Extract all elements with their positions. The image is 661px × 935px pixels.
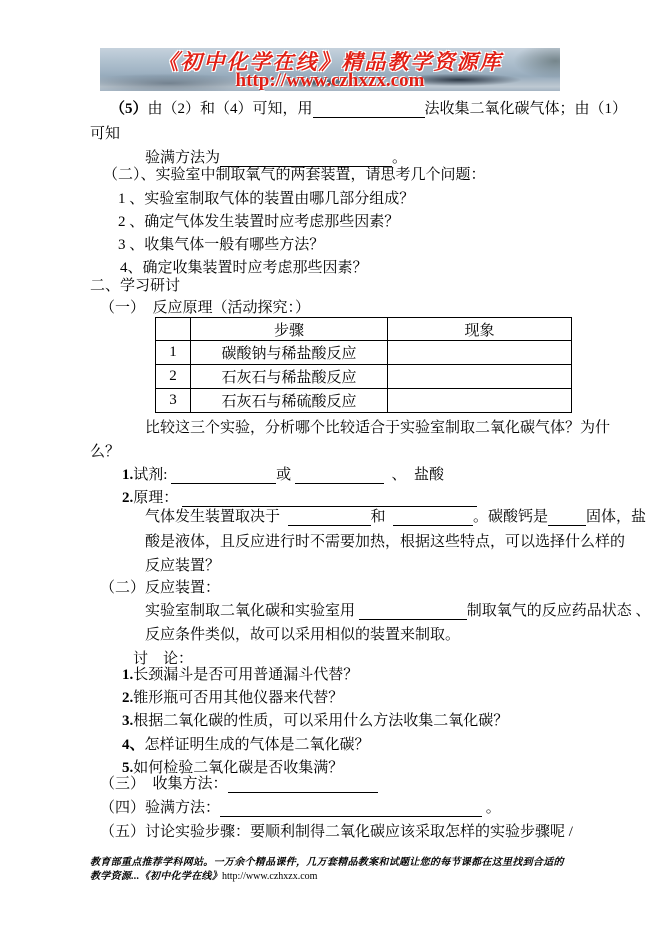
blank-principle: [182, 493, 477, 507]
line-compare-1: [145, 419, 610, 437]
blank-full-answer: [220, 803, 482, 817]
collect-head-text: （三） 收集方法：: [100, 776, 228, 792]
discussion-3-text: 根据二氧化碳的性质，可以采用什么方法收集二氧化碳？: [133, 713, 509, 729]
blank-check-method: [220, 153, 392, 167]
principle-label: 原理：: [133, 490, 183, 506]
device-head-text: （二）反应装置：: [100, 580, 221, 596]
compare-text-1: 比较这三个实验，分析哪个比较适合于实验室制取二氧化碳气体？为什: [145, 420, 611, 436]
line-sec2-item1: [118, 190, 414, 208]
discussion-5-text: 如何检验二氧化碳是否收集满？: [133, 760, 344, 776]
principle-number: 2.: [122, 490, 134, 506]
line-study-head: [90, 277, 180, 295]
line-sec2-item2: [118, 213, 399, 231]
banner-url: http://www.czhxzx.com: [235, 70, 425, 91]
principle-head-text: （一） 反应原理（活动探究：）: [100, 300, 311, 316]
line-sec2-item4: [120, 259, 368, 277]
line-principle-head: [100, 299, 310, 317]
line-device-1: [145, 602, 651, 620]
q5-cont-text: 可知: [90, 126, 121, 142]
line-q5-cont: [90, 125, 120, 143]
blank-collect-method: [313, 104, 425, 118]
sec2-item1-text: 1 、实验室制取气体的装置由哪几部分组成？: [118, 191, 415, 207]
line-q5-check: [145, 149, 407, 167]
sec2-head-text: （二）、实验室中制取氧气的两套装置，请思考几个问题：: [103, 167, 486, 183]
table-cell-observation: [388, 365, 572, 389]
reagent-or: 或: [276, 467, 295, 483]
q5-lead: 由（2）和（4）可知，用: [147, 101, 313, 117]
footer-line-2: [90, 870, 317, 884]
table-cell-step: 石灰石与稀盐酸反应: [191, 365, 388, 389]
discuss-head-text: 讨 论：: [133, 651, 194, 667]
blank-reagent-1: [171, 470, 276, 484]
generator-tail: 固体，盐: [586, 509, 647, 525]
reagent-number: 1.: [122, 467, 134, 483]
blank-collect-answer: [228, 779, 378, 793]
footer-text-1: 教育部重点推荐学科网站。一万余个精品课件，几万套精品教案和试题让您的每节课都在这里找到合适的: [90, 857, 564, 868]
q5-tail: 法收集二氧化碳气体；由（1）: [424, 101, 628, 117]
table-cell-num: 1: [156, 341, 191, 365]
line-full-check: [100, 799, 501, 817]
line-device-head: [100, 579, 220, 597]
line-generator-1: [145, 508, 646, 526]
sec2-item3-text: 3 、收集气体一般有哪些方法？: [118, 237, 325, 253]
blank-oxygen-reagent: [359, 606, 467, 620]
q5-check-label: 验满方法为: [145, 150, 221, 166]
reagent-tail: 、 盐酸: [383, 467, 444, 483]
line-principle: [122, 489, 477, 507]
device-tail: 制取氧气的反应药品状态 、: [466, 603, 651, 619]
line-reagent: [122, 466, 444, 484]
site-banner-image: [100, 48, 560, 91]
device-lead: 实验室制取二氧化碳和实验室用: [145, 603, 359, 619]
blank-reagent-2: [295, 470, 384, 484]
discussion-1-number: 1.: [122, 667, 134, 683]
discussion-5-number: 5.: [122, 760, 134, 776]
q5-period: 。: [392, 150, 408, 166]
reagent-label: 试剂:: [133, 467, 172, 483]
table-row: [156, 389, 572, 413]
sec2-item4-text: 4、确定收集装置时应考虑那些因素？: [120, 260, 368, 276]
line-compare-2: [90, 443, 120, 461]
table-cell-step: 碳酸钠与稀盐酸反应: [191, 341, 388, 365]
footer-line-1: [90, 856, 564, 870]
line-collect: [100, 775, 378, 793]
device-text-2: 反应条件类似，故可以采用相似的装置来制取。: [145, 627, 461, 643]
full-head-text: （四）验满方法：: [100, 800, 221, 816]
line-discussion-1: [122, 666, 358, 684]
discussion-3-number: 3.: [122, 713, 134, 729]
compare-text-2: 么？: [90, 444, 121, 460]
blank-generator-1: [288, 512, 371, 526]
banner-title: 《初中化学在线》精品教学资源库: [157, 50, 503, 74]
sec2-item2-text: 2 、确定气体发生装置时应考虑那些因素？: [118, 214, 400, 230]
table-row: [156, 341, 572, 365]
discussion-4-number: 4、: [122, 737, 145, 753]
table-header-observation: 现象: [388, 318, 572, 341]
table-cell-num: 2: [156, 365, 191, 389]
line-generator-2: [145, 533, 625, 551]
generator-calcium: 。碳酸钙是: [473, 509, 549, 525]
generator-lead: 气体发生装置取决于: [145, 509, 288, 525]
footer-url: http://www.czhxzx.com: [222, 871, 318, 882]
generator-and: 和: [370, 509, 394, 525]
table-header-cell: [156, 318, 191, 341]
blank-generator-2: [393, 512, 473, 526]
line-generator-3: [145, 557, 220, 575]
generator-text-2: 酸是液体，且反应进行时不需要加热，根据这些特点，可以选择什么样的: [145, 534, 626, 550]
line-q5: [110, 100, 627, 118]
discussion-2-number: 2.: [122, 690, 134, 706]
q5-number: （5）: [110, 101, 148, 117]
discussion-4-text: 怎样证明生成的气体是二氧化碳？: [144, 737, 370, 753]
study-head-text: 二、学习研讨: [90, 278, 181, 294]
line-sec2-head: [103, 166, 486, 184]
line-sec2-item3: [118, 236, 324, 254]
table-cell-step: 石灰石与稀硫酸反应: [191, 389, 388, 413]
line-steps: [100, 823, 573, 841]
footer-text-2: 教学资源...《初中化学在线》: [90, 871, 222, 882]
discussion-2-text: 锥形瓶可否用其他仪器来代替？: [133, 690, 344, 706]
table-row: [156, 365, 572, 389]
generator-text-3: 反应装置？: [145, 558, 221, 574]
line-discussion-4: [122, 736, 370, 754]
line-device-2: [145, 626, 460, 644]
blank-solid-state: [548, 512, 586, 526]
table-header-row: [156, 318, 572, 341]
experiment-table: [155, 317, 572, 413]
line-discussion-2: [122, 689, 343, 707]
full-period: 。: [482, 800, 501, 816]
table-header-step: 步骤: [191, 318, 388, 341]
table-cell-observation: [388, 341, 572, 365]
discussion-1-text: 长颈漏斗是否可用普通漏斗代替？: [133, 667, 359, 683]
table-cell-observation: [388, 389, 572, 413]
steps-head-text: （五）讨论实验步骤：要顺利制得二氧化碳应该采取怎样的实验步骤呢 /: [100, 824, 573, 840]
line-discussion-3: [122, 712, 508, 730]
table-cell-num: 3: [156, 389, 191, 413]
